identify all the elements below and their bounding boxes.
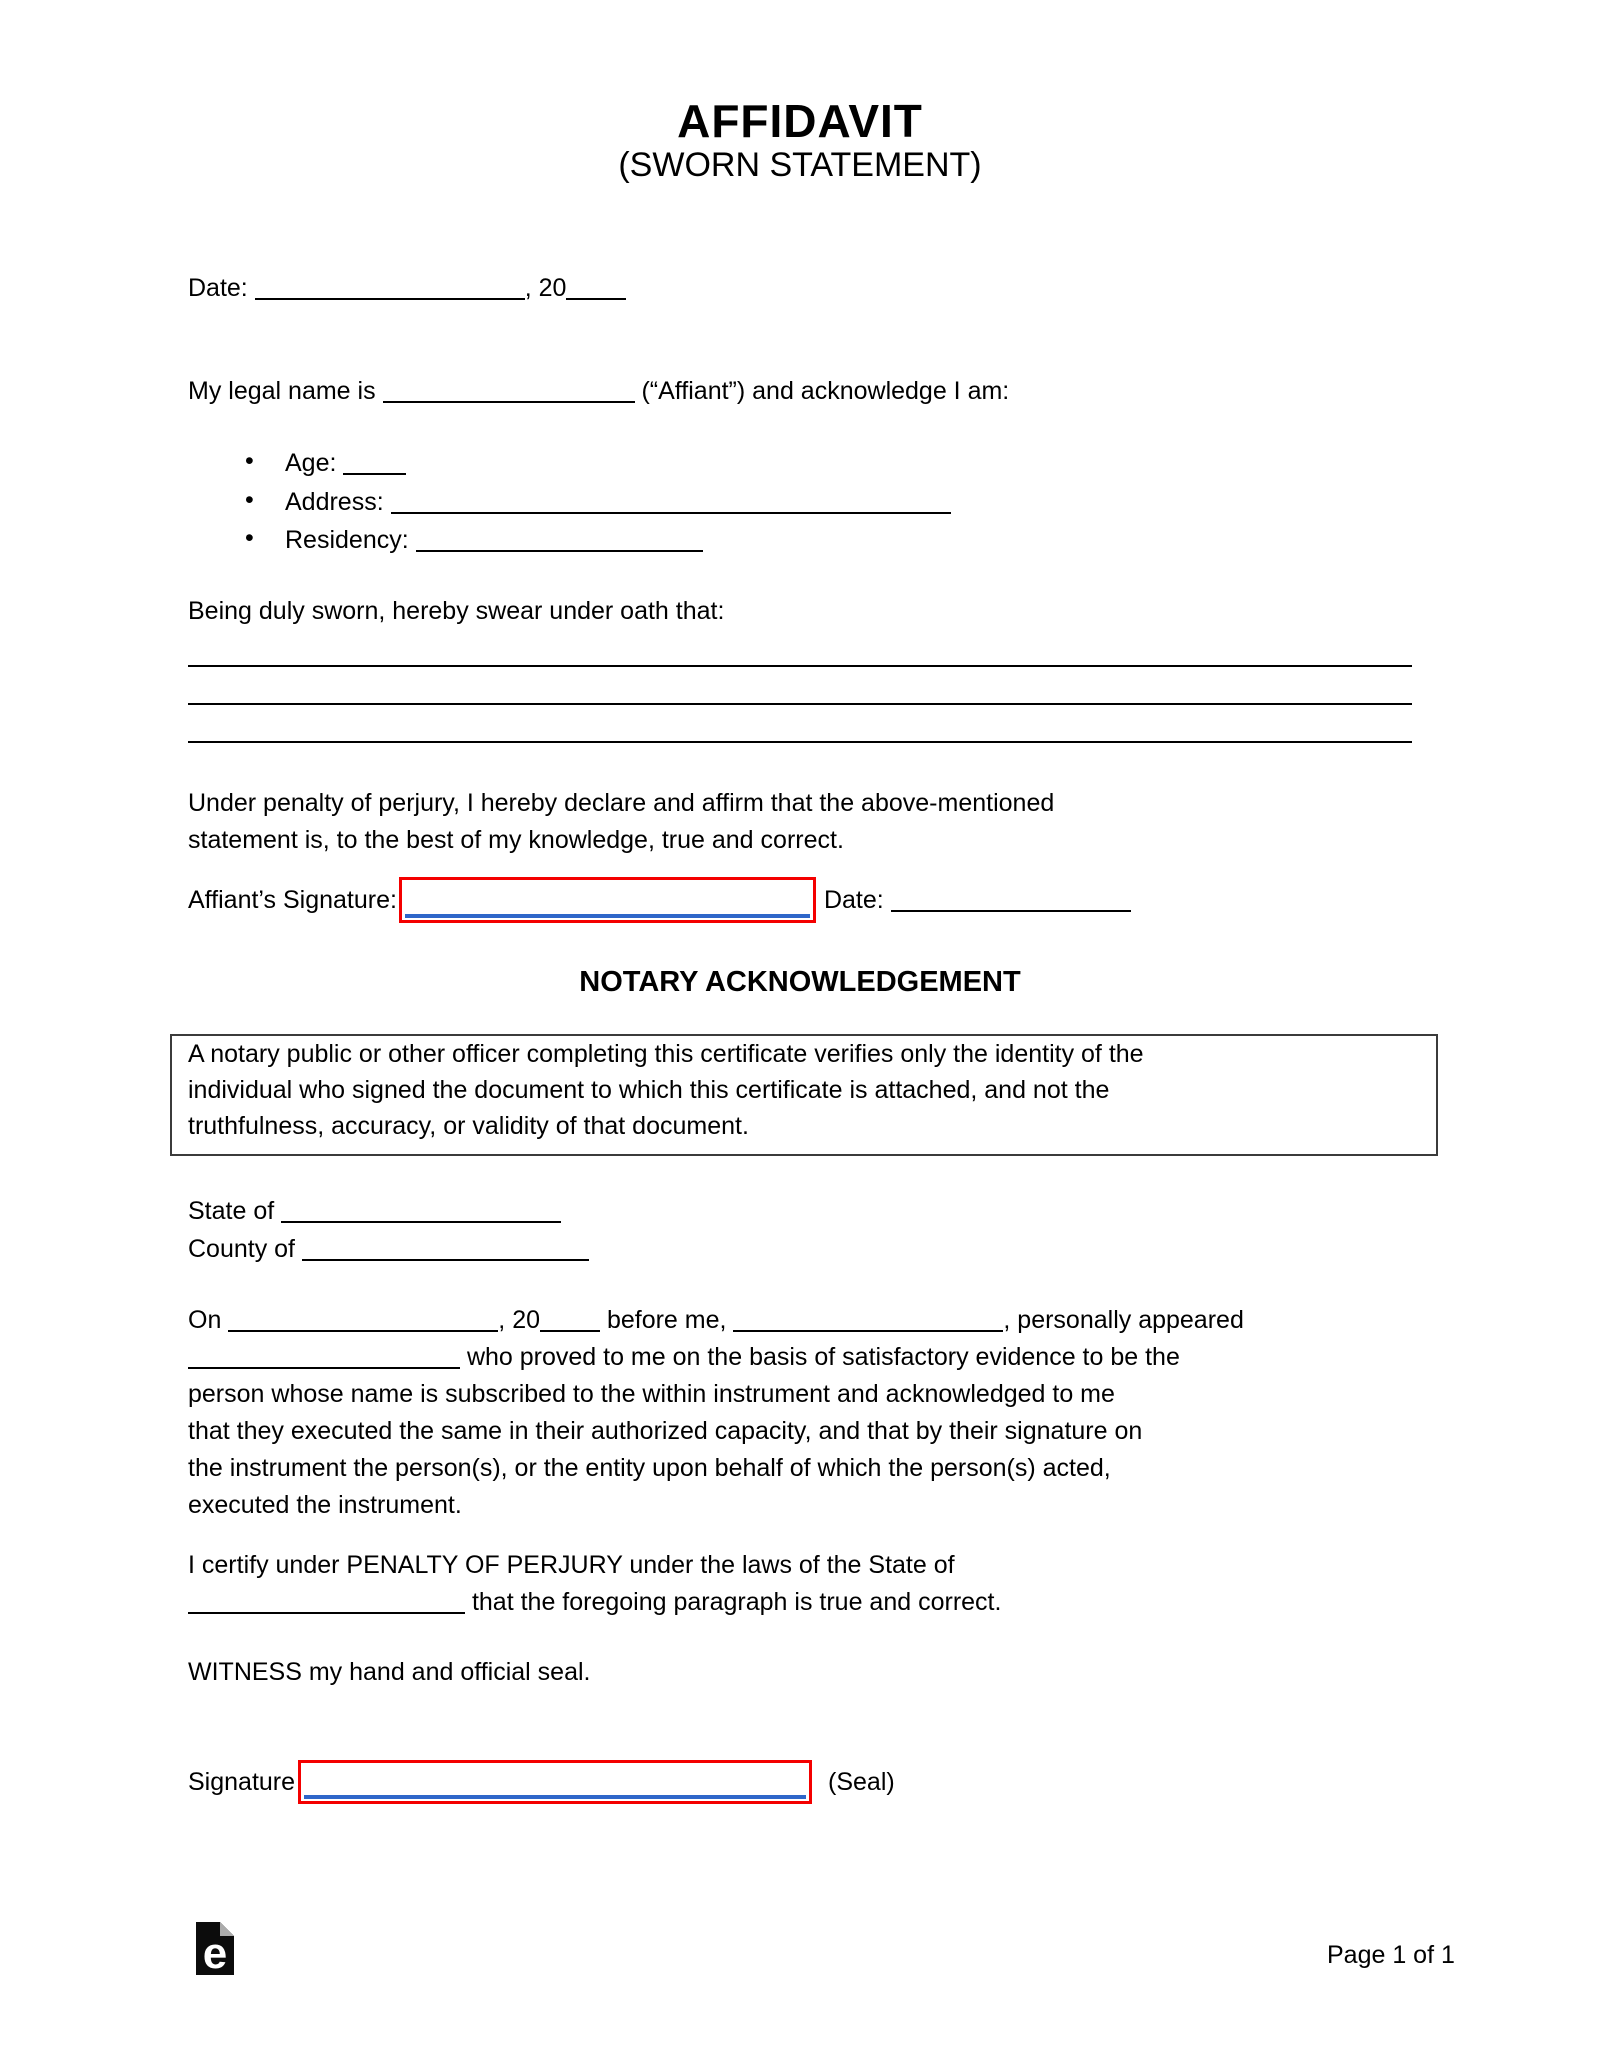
text-segment: State of (188, 1197, 282, 1225)
affiant-signature-field[interactable] (399, 877, 816, 923)
text-line (188, 1076, 1420, 1112)
text-segment: (“Affiant”) and acknowledge I am: (634, 377, 1010, 405)
affiant-detail-list (188, 449, 1412, 565)
bullet-text (285, 449, 406, 477)
signature-underline (405, 914, 810, 918)
text-segment: , 20 (524, 274, 567, 302)
document-subtitle: (SWORN STATEMENT) (618, 146, 982, 184)
text-segment: Age: (285, 449, 344, 477)
text-segment: Date: (823, 885, 891, 914)
text-segment: Address: (285, 487, 391, 516)
blank-field (540, 1310, 600, 1332)
text-segment: who proved to me on the basis of satisfactory evidence to be the (460, 1343, 1180, 1371)
text-line (188, 1454, 1412, 1491)
text-segment: My legal name is (188, 377, 383, 405)
date-line (188, 274, 1412, 303)
statement-blank-line (188, 667, 1412, 705)
affiant-signature-date-line (824, 886, 1131, 915)
bullet-text (285, 488, 951, 516)
statement-write-in-lines (188, 629, 1412, 743)
text-segment: I certify under PENALTY OF PERJURY under the laws of the State of (188, 1551, 955, 1579)
text-line (188, 1343, 1412, 1380)
signature-underline (304, 1795, 806, 1799)
text-segment: A notary public or other officer completing this certificate verifies only the identity of the (188, 1040, 1144, 1068)
eforms-logo-icon (196, 1922, 234, 1975)
statement-blank-line (188, 629, 1412, 667)
bullet-text (285, 526, 703, 554)
text-segment: before me, (600, 1306, 734, 1334)
acknowledgement-paragraph (188, 1306, 1412, 1528)
text-line (188, 1551, 1412, 1588)
text-segment: , 20 (498, 1306, 540, 1334)
blank-field (416, 530, 703, 552)
certify-paragraph (188, 1551, 1412, 1625)
blank-field (228, 1310, 498, 1332)
text-line (188, 1588, 1412, 1625)
text-segment: individual who signed the document to which this certificate is attached, and not the (188, 1076, 1110, 1104)
text-segment: that the foregoing paragraph is true and correct. (465, 1588, 1002, 1616)
affiant-signature-label: Affiant’s Signature: (188, 885, 397, 914)
text-line (188, 826, 1412, 863)
seal-label: (Seal) (828, 1767, 895, 1796)
text-segment: Date: (188, 274, 255, 302)
blank-field (302, 1239, 589, 1261)
bullet-list-item (188, 485, 1412, 527)
text-line (188, 1306, 1412, 1343)
perjury-declaration (188, 789, 1412, 863)
blank-field (391, 492, 951, 514)
bullet-icon: • (245, 447, 254, 475)
text-segment: that they executed the same in their authorized capacity, and that by their signature on (188, 1417, 1143, 1445)
state-line (188, 1197, 1412, 1226)
text-segment: statement is, to the best of my knowledge, true and correct. (188, 826, 844, 854)
blank-field (255, 278, 525, 300)
logo-letter: e (202, 1929, 228, 1975)
text-line (188, 1380, 1412, 1417)
blank-field (281, 1201, 561, 1223)
witness-line: WITNESS my hand and official seal. (188, 1658, 591, 1686)
bullet-list-item (188, 449, 1412, 488)
text-segment: Under penalty of perjury, I hereby declare and affirm that the above-mentioned (188, 789, 1055, 817)
blank-field (566, 278, 626, 300)
text-segment: executed the instrument. (188, 1491, 462, 1519)
text-line (188, 1040, 1420, 1076)
notary-signature-label: Signature (188, 1767, 296, 1796)
text-line (188, 1112, 1420, 1148)
bullet-icon: • (245, 524, 254, 552)
notary-section-heading: NOTARY ACKNOWLEDGEMENT (579, 966, 1021, 998)
page-number-label: Page 1 of 1 (1327, 1941, 1455, 1969)
text-segment: Residency: (285, 526, 416, 554)
bullet-list-item (188, 526, 1412, 565)
text-line (188, 1491, 1412, 1528)
bullet-icon: • (245, 485, 254, 514)
notary-signature-row (188, 1760, 1412, 1804)
statement-blank-line (188, 705, 1412, 743)
text-segment: the instrument the person(s), or the entity upon behalf of which the person(s) acted, (188, 1454, 1111, 1482)
text-segment: person whose name is subscribed to the within instrument and acknowledged to me (188, 1380, 1115, 1408)
text-segment: County of (188, 1235, 302, 1263)
blank-field (733, 1310, 1003, 1332)
affiant-signature-row (188, 877, 1412, 923)
blank-field (188, 1347, 460, 1369)
county-line (188, 1235, 1412, 1264)
notary-notice-box (170, 1034, 1438, 1156)
blank-field (343, 453, 406, 475)
text-line (188, 1417, 1412, 1454)
blank-field (383, 381, 635, 403)
sworn-statement-intro: Being duly sworn, hereby swear under oath that: (188, 597, 725, 625)
notary-signature-field[interactable] (298, 1760, 812, 1804)
blank-field (188, 1592, 465, 1614)
document-title: AFFIDAVIT (677, 95, 923, 147)
legal-name-line (188, 377, 1412, 406)
text-segment: , personally appeared (1003, 1306, 1244, 1334)
text-segment: truthfulness, accuracy, or validity of that document. (188, 1112, 749, 1140)
text-line (188, 789, 1412, 826)
blank-field (891, 890, 1131, 912)
text-segment: On (188, 1306, 229, 1334)
